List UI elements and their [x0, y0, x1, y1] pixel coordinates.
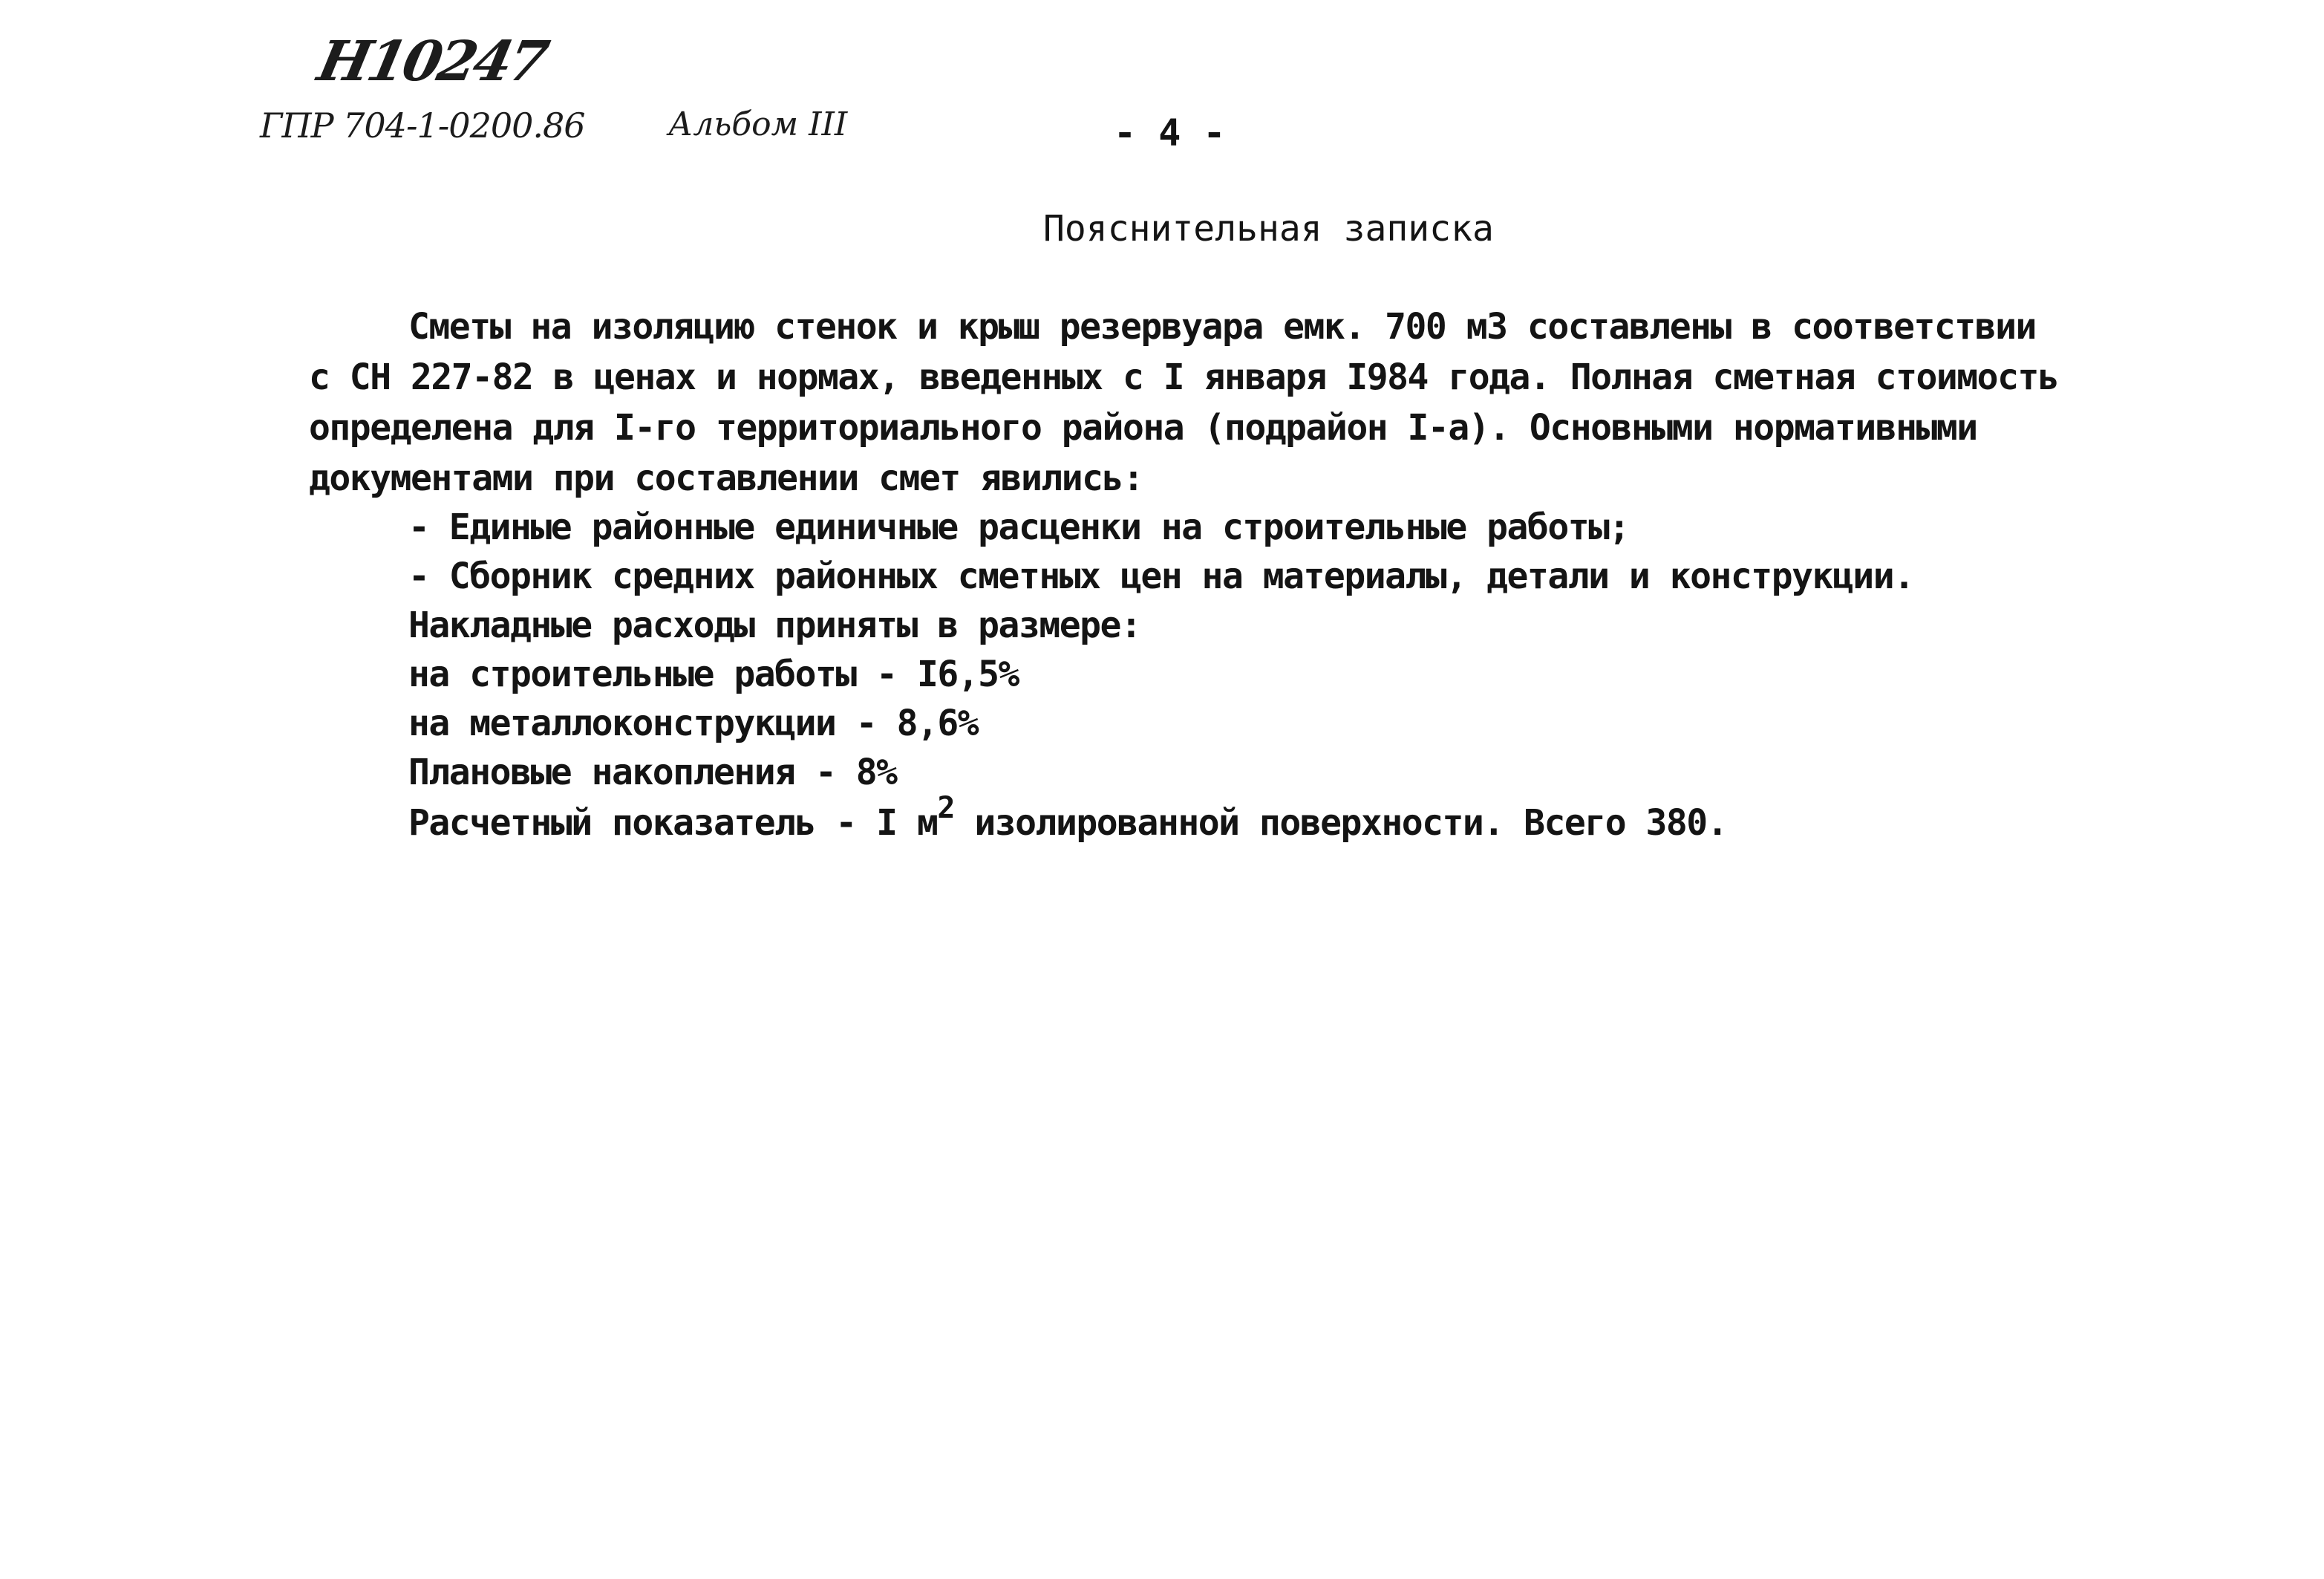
document-code: ГПР 704-1-0200.86	[260, 105, 585, 146]
paragraph-line: документами при составлении смет явились:	[309, 458, 1143, 499]
paragraph-line: определена для I-го территориального района (подрайон I-а). Основными нормативными	[309, 407, 1977, 449]
paragraph-line: с СН 227-82 в ценах и нормах, введенных с I января I984 года. Полная сметная стоимость	[309, 357, 2059, 398]
square-exponent: 2	[937, 791, 954, 825]
album-label: Альбом III	[668, 105, 848, 143]
page-number: - 4 -	[1114, 111, 1226, 154]
list-item: - Единые районные единичные расценки на строительные работы;	[408, 507, 1629, 548]
page-title: Пояснительная записка	[1043, 208, 1494, 250]
indicator-prefix: Расчетный показатель - I м	[408, 802, 938, 844]
overhead-intro: Накладные расходы приняты в размере:	[408, 605, 1141, 646]
inventory-number-handwritten: Н10247	[312, 30, 552, 94]
planned-savings: Плановые накопления - 8%	[408, 752, 897, 793]
paragraph-line: Сметы на изоляцию стенок и крыш резервуара емк. 700 м3 составлены в соответствии	[408, 306, 2036, 348]
overhead-metal: на металлоконструкции - 8,6%	[408, 703, 979, 744]
overhead-construction: на строительные работы - I6,5%	[408, 654, 1019, 695]
indicator-suffix: изолированной поверхности. Всего 380.	[953, 802, 1728, 844]
list-item: - Сборник средних районных сметных цен на материалы, детали и конструкции.	[408, 556, 1914, 597]
calculation-indicator	[408, 791, 1728, 844]
